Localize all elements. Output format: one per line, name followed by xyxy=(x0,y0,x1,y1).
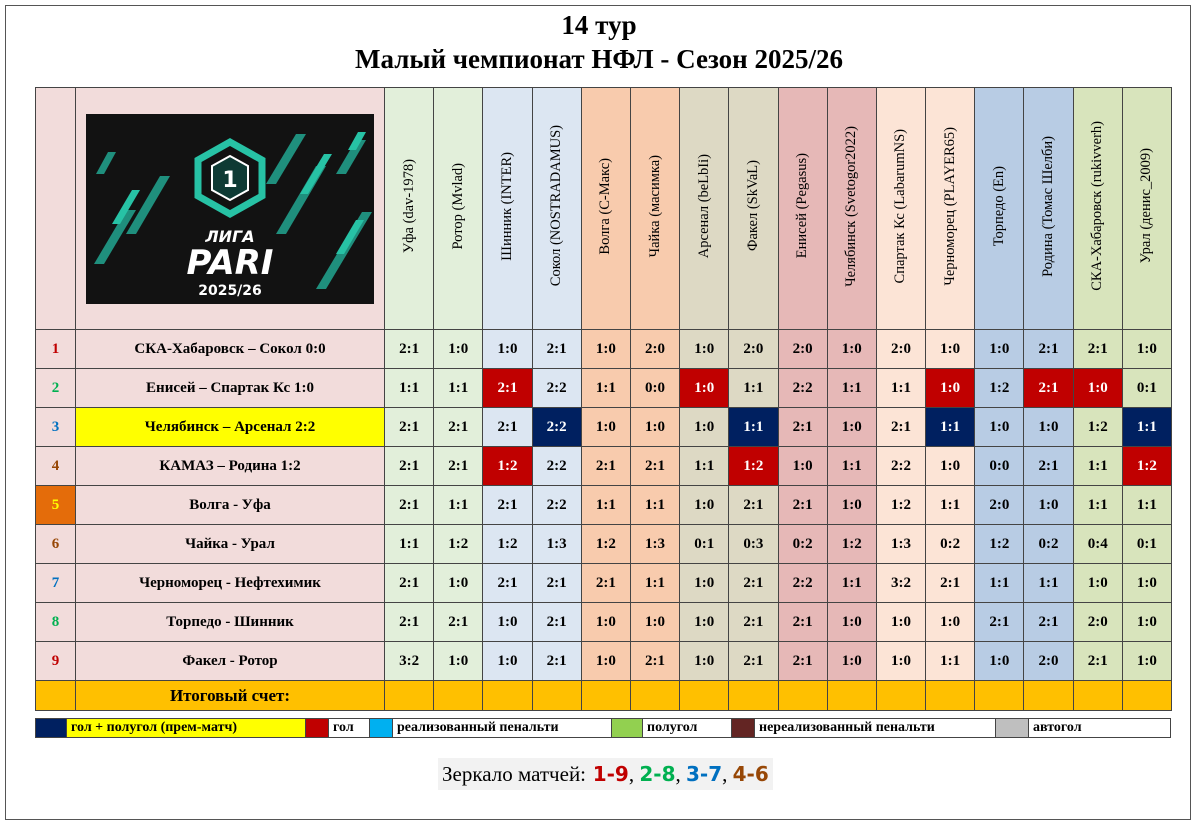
prediction-cell: 1:2 xyxy=(876,486,925,525)
prediction-cell: 1:0 xyxy=(680,369,729,408)
participant-header xyxy=(680,88,729,330)
prediction-cell: 1:0 xyxy=(827,486,876,525)
prediction-cell: 1:1 xyxy=(434,369,483,408)
legend-goal-label: гол xyxy=(329,719,370,738)
prediction-cell: 2:1 xyxy=(532,603,581,642)
prediction-cell: 1:0 xyxy=(975,408,1024,447)
prediction-cell: 1:0 xyxy=(975,642,1024,681)
prediction-cell: 2:1 xyxy=(385,486,434,525)
match-name: Чайка - Урал xyxy=(76,525,385,564)
prediction-cell: 2:1 xyxy=(532,330,581,369)
prediction-cell: 2:1 xyxy=(532,642,581,681)
prediction-cell: 1:0 xyxy=(876,603,925,642)
prediction-cell: 1:0 xyxy=(680,642,729,681)
predictions-table xyxy=(35,87,1172,711)
prediction-cell: 1:0 xyxy=(1073,369,1122,408)
prediction-cell: 1:0 xyxy=(1122,642,1171,681)
match-number: 5 xyxy=(36,486,76,525)
mirror-label: Зеркало матчей: xyxy=(442,761,587,786)
prediction-cell: 2:1 xyxy=(1024,447,1073,486)
prediction-cell: 1:0 xyxy=(778,447,827,486)
prediction-cell: 1:0 xyxy=(680,486,729,525)
match-name: КАМАЗ – Родина 1:2 xyxy=(76,447,385,486)
prediction-cell: 1:1 xyxy=(1122,408,1171,447)
match-number: 3 xyxy=(36,408,76,447)
mirror-pair-2: 2-8 xyxy=(639,762,676,786)
table-row xyxy=(36,408,1172,447)
prediction-cell: 1:1 xyxy=(975,564,1024,603)
prediction-cell: 2:1 xyxy=(778,408,827,447)
prediction-cell: 1:1 xyxy=(1024,564,1073,603)
match-name: Челябинск – Арсенал 2:2 xyxy=(76,408,385,447)
prediction-cell: 1:1 xyxy=(630,564,679,603)
prediction-cell: 2:2 xyxy=(532,486,581,525)
prediction-cell: 2:0 xyxy=(975,486,1024,525)
prediction-cell: 2:2 xyxy=(532,369,581,408)
participant-name: Факел (SkVaL) xyxy=(744,160,761,252)
prediction-cell: 2:1 xyxy=(778,642,827,681)
prediction-cell: 1:2 xyxy=(434,525,483,564)
participant-name: Черноморец (PLAYER65) xyxy=(941,126,958,286)
participant-header xyxy=(827,88,876,330)
prediction-cell: 1:0 xyxy=(1122,603,1171,642)
prediction-cell: 2:0 xyxy=(876,330,925,369)
participant-name: Уфа (dav-1978) xyxy=(400,158,417,254)
prediction-cell: 1:1 xyxy=(926,642,975,681)
prediction-cell: 2:1 xyxy=(975,603,1024,642)
prediction-cell: 1:0 xyxy=(630,408,679,447)
prediction-cell: 1:0 xyxy=(926,369,975,408)
total-score-cell xyxy=(975,681,1024,711)
prediction-cell: 1:2 xyxy=(1122,447,1171,486)
prediction-cell: 2:1 xyxy=(926,564,975,603)
prediction-cell: 0:2 xyxy=(778,525,827,564)
legend-penalty-scored-label: реализованный пенальти xyxy=(393,719,612,738)
prediction-cell: 1:2 xyxy=(483,525,532,564)
prediction-cell: 1:0 xyxy=(680,330,729,369)
prediction-cell: 2:1 xyxy=(1073,642,1122,681)
legend-half-goal-label: полугол xyxy=(643,719,732,738)
participant-header xyxy=(434,88,483,330)
logo-badge: 1 xyxy=(222,167,238,193)
legend xyxy=(35,718,1171,738)
prediction-cell: 2:0 xyxy=(729,330,778,369)
prediction-cell: 1:0 xyxy=(1024,486,1073,525)
prediction-cell: 2:1 xyxy=(434,603,483,642)
participant-name: Арсенал (beLbIi) xyxy=(695,153,712,259)
participant-header xyxy=(729,88,778,330)
prediction-cell: 2:1 xyxy=(483,564,532,603)
prediction-cell: 2:1 xyxy=(630,447,679,486)
league-logo-cell xyxy=(76,88,385,330)
logo-season: 2025/26 xyxy=(198,282,262,299)
prediction-cell: 1:1 xyxy=(385,525,434,564)
legend-swatch-own-goal xyxy=(996,719,1029,738)
prediction-cell: 1:1 xyxy=(581,486,630,525)
match-number: 9 xyxy=(36,642,76,681)
legend-swatch-goal xyxy=(306,719,329,738)
total-corner xyxy=(36,681,76,711)
participant-name: Урал (денис_2009) xyxy=(1138,148,1155,264)
prediction-cell: 2:2 xyxy=(778,564,827,603)
prediction-cell: 1:0 xyxy=(827,603,876,642)
legend-premium-label: гол + полугол (прем-матч) xyxy=(67,719,306,738)
total-score-cell xyxy=(630,681,679,711)
prediction-cell: 1:1 xyxy=(385,369,434,408)
prediction-cell: 2:1 xyxy=(434,447,483,486)
prediction-cell: 1:0 xyxy=(876,642,925,681)
prediction-cell: 1:2 xyxy=(975,525,1024,564)
prediction-cell: 1:0 xyxy=(483,642,532,681)
prediction-cell: 2:0 xyxy=(778,330,827,369)
prediction-cell: 0:3 xyxy=(729,525,778,564)
prediction-cell: 1:0 xyxy=(581,642,630,681)
match-number: 1 xyxy=(36,330,76,369)
legend-swatch-penalty-scored xyxy=(370,719,393,738)
total-score-cell xyxy=(385,681,434,711)
prediction-cell: 1:2 xyxy=(975,369,1024,408)
prediction-cell: 1:1 xyxy=(827,564,876,603)
prediction-cell: 1:3 xyxy=(630,525,679,564)
participant-name: Чайка (масимка) xyxy=(646,154,663,258)
match-name: Торпедо - Шинник xyxy=(76,603,385,642)
match-name: Волга - Уфа xyxy=(76,486,385,525)
prediction-cell: 2:0 xyxy=(1024,642,1073,681)
mirror-matches: Зеркало матчей: 1-9 , 2-8 , 3-7 , 4-6 xyxy=(438,758,773,790)
table-row xyxy=(36,603,1172,642)
prediction-cell: 2:1 xyxy=(729,603,778,642)
prediction-cell: 1:1 xyxy=(926,408,975,447)
participant-header xyxy=(926,88,975,330)
prediction-cell: 2:1 xyxy=(729,642,778,681)
participant-name: Ротор (Mvlad) xyxy=(449,162,466,250)
total-score-cell xyxy=(1073,681,1122,711)
prediction-cell: 2:1 xyxy=(876,408,925,447)
total-score-cell xyxy=(1024,681,1073,711)
total-score-cell xyxy=(1122,681,1171,711)
prediction-cell: 1:2 xyxy=(483,447,532,486)
match-name: Черноморец - Нефтехимик xyxy=(76,564,385,603)
participant-header xyxy=(1122,88,1171,330)
match-name: СКА-Хабаровск – Сокол 0:0 xyxy=(76,330,385,369)
prediction-cell: 0:1 xyxy=(1122,369,1171,408)
table-row xyxy=(36,564,1172,603)
prediction-cell: 1:0 xyxy=(926,603,975,642)
prediction-cell: 2:1 xyxy=(385,330,434,369)
prediction-cell: 1:0 xyxy=(1122,564,1171,603)
prediction-cell: 1:2 xyxy=(1073,408,1122,447)
prediction-cell: 1:0 xyxy=(1073,564,1122,603)
prediction-cell: 2:1 xyxy=(581,447,630,486)
prediction-cell: 1:2 xyxy=(581,525,630,564)
prediction-cell: 1:0 xyxy=(680,408,729,447)
prediction-cell: 3:2 xyxy=(385,642,434,681)
prediction-cell: 2:1 xyxy=(1024,603,1073,642)
match-name: Енисей – Спартак Кс 1:0 xyxy=(76,369,385,408)
prediction-cell: 2:2 xyxy=(876,447,925,486)
total-score-cell xyxy=(827,681,876,711)
participant-name: Енисей (Pegasus) xyxy=(794,153,811,259)
prediction-cell: 2:1 xyxy=(1024,330,1073,369)
prediction-cell: 2:2 xyxy=(532,447,581,486)
prediction-cell: 2:1 xyxy=(385,447,434,486)
prediction-cell: 1:3 xyxy=(876,525,925,564)
match-number: 7 xyxy=(36,564,76,603)
prediction-cell: 1:0 xyxy=(483,330,532,369)
league-logo xyxy=(86,114,374,304)
prediction-cell: 1:1 xyxy=(1122,486,1171,525)
prediction-cell: 1:1 xyxy=(630,486,679,525)
prediction-cell: 2:1 xyxy=(778,486,827,525)
prediction-cell: 2:1 xyxy=(385,603,434,642)
participant-header xyxy=(1024,88,1073,330)
table-row xyxy=(36,447,1172,486)
match-number: 6 xyxy=(36,525,76,564)
prediction-cell: 0:0 xyxy=(630,369,679,408)
prediction-cell: 0:2 xyxy=(926,525,975,564)
participant-header xyxy=(630,88,679,330)
participant-name: Спартак Кс (LabarumNS) xyxy=(892,128,909,284)
prediction-cell: 2:1 xyxy=(581,564,630,603)
prediction-cell: 0:0 xyxy=(975,447,1024,486)
participant-name: Торпедо (En) xyxy=(990,165,1007,247)
prediction-cell: 2:1 xyxy=(483,369,532,408)
prediction-cell: 1:0 xyxy=(926,447,975,486)
prediction-cell: 1:1 xyxy=(926,486,975,525)
participant-header xyxy=(778,88,827,330)
prediction-cell: 2:1 xyxy=(385,408,434,447)
total-score-cell xyxy=(680,681,729,711)
legend-own-goal-label: автогол xyxy=(1029,719,1171,738)
prediction-cell: 2:1 xyxy=(434,408,483,447)
prediction-cell: 0:4 xyxy=(1073,525,1122,564)
prediction-cell: 1:0 xyxy=(975,330,1024,369)
table-row xyxy=(36,525,1172,564)
match-name: Факел - Ротор xyxy=(76,642,385,681)
prediction-cell: 0:1 xyxy=(680,525,729,564)
table-row xyxy=(36,642,1172,681)
round-title: 14 тур xyxy=(561,10,637,40)
total-score-cell xyxy=(483,681,532,711)
prediction-cell: 1:0 xyxy=(827,642,876,681)
prediction-cell: 1:1 xyxy=(827,369,876,408)
prediction-cell: 2:1 xyxy=(483,486,532,525)
prediction-cell: 1:2 xyxy=(729,447,778,486)
prediction-cell: 1:1 xyxy=(1073,447,1122,486)
prediction-cell: 1:0 xyxy=(680,564,729,603)
legend-penalty-missed-label: нереализованный пенальти xyxy=(755,719,996,738)
participant-name: Шинник (INTER) xyxy=(498,151,515,261)
table-row xyxy=(36,330,1172,369)
legend-swatch-penalty-missed xyxy=(732,719,755,738)
prediction-cell: 1:0 xyxy=(827,330,876,369)
prediction-cell: 1:0 xyxy=(581,330,630,369)
prediction-cell: 1:1 xyxy=(680,447,729,486)
prediction-cell: 2:2 xyxy=(532,408,581,447)
table-row xyxy=(36,486,1172,525)
prediction-cell: 1:0 xyxy=(1024,408,1073,447)
prediction-cell: 1:2 xyxy=(827,525,876,564)
prediction-cell: 1:1 xyxy=(729,408,778,447)
participant-header xyxy=(532,88,581,330)
prediction-cell: 1:3 xyxy=(532,525,581,564)
prediction-cell: 2:1 xyxy=(385,564,434,603)
participant-name: Сокол (NOSTRADAMUS) xyxy=(548,125,565,287)
participant-header xyxy=(1073,88,1122,330)
total-score-cell xyxy=(926,681,975,711)
participant-name: Волга (С-Макс) xyxy=(597,157,614,255)
total-score-cell xyxy=(532,681,581,711)
prediction-cell: 3:2 xyxy=(876,564,925,603)
total-score-cell xyxy=(729,681,778,711)
prediction-cell: 1:0 xyxy=(630,603,679,642)
prediction-cell: 2:2 xyxy=(778,369,827,408)
prediction-cell: 1:0 xyxy=(680,603,729,642)
prediction-cell: 1:0 xyxy=(434,330,483,369)
legend-swatch-premium xyxy=(36,719,67,738)
prediction-cell: 1:0 xyxy=(926,330,975,369)
prediction-cell: 1:0 xyxy=(434,564,483,603)
prediction-cell: 1:0 xyxy=(483,603,532,642)
total-score-cell xyxy=(876,681,925,711)
prediction-cell: 1:1 xyxy=(876,369,925,408)
participant-header xyxy=(581,88,630,330)
prediction-cell: 1:0 xyxy=(581,408,630,447)
total-score-cell xyxy=(778,681,827,711)
mirror-pair-1: 1-9 xyxy=(592,762,629,786)
prediction-cell: 2:1 xyxy=(778,603,827,642)
match-number: 2 xyxy=(36,369,76,408)
participant-header xyxy=(385,88,434,330)
prediction-cell: 2:1 xyxy=(729,486,778,525)
prediction-cell: 1:1 xyxy=(729,369,778,408)
logo-text-top: ЛИГА xyxy=(205,226,255,246)
prediction-cell: 0:2 xyxy=(1024,525,1073,564)
prediction-cell: 2:0 xyxy=(630,330,679,369)
prediction-cell: 2:1 xyxy=(1073,330,1122,369)
prediction-cell: 1:1 xyxy=(1073,486,1122,525)
total-score-cell xyxy=(581,681,630,711)
prediction-cell: 1:1 xyxy=(827,447,876,486)
mirror-pair-3: 3-7 xyxy=(686,762,723,786)
match-number: 4 xyxy=(36,447,76,486)
participant-header xyxy=(876,88,925,330)
prediction-cell: 1:0 xyxy=(827,408,876,447)
total-score-cell xyxy=(434,681,483,711)
prediction-cell: 2:1 xyxy=(1024,369,1073,408)
logo-text-main: PARI xyxy=(186,242,274,283)
prediction-cell: 2:1 xyxy=(729,564,778,603)
mirror-pair-4: 4-6 xyxy=(732,762,769,786)
prediction-cell: 2:1 xyxy=(532,564,581,603)
prediction-cell: 1:0 xyxy=(434,642,483,681)
legend-swatch-half-goal xyxy=(612,719,643,738)
participant-header xyxy=(483,88,532,330)
prediction-cell: 1:1 xyxy=(581,369,630,408)
participant-name: СКА-Хабаровск (rukivverh) xyxy=(1089,121,1106,291)
total-label: Итоговый счет: xyxy=(76,681,385,711)
prediction-cell: 0:1 xyxy=(1122,525,1171,564)
participant-name: Челябинск (Svetogor2022) xyxy=(843,125,860,287)
prediction-cell: 1:0 xyxy=(581,603,630,642)
participant-name: Родина (Томас Шелби) xyxy=(1040,135,1057,277)
corner-cell xyxy=(36,88,76,330)
prediction-cell: 1:1 xyxy=(434,486,483,525)
prediction-cell: 1:0 xyxy=(1122,330,1171,369)
prediction-cell: 2:0 xyxy=(1073,603,1122,642)
championship-title: Малый чемпионат НФЛ - Сезон 2025/26 xyxy=(355,44,843,74)
prediction-cell: 2:1 xyxy=(483,408,532,447)
participant-header xyxy=(975,88,1024,330)
table-row xyxy=(36,369,1172,408)
match-number: 8 xyxy=(36,603,76,642)
prediction-cell: 2:1 xyxy=(630,642,679,681)
